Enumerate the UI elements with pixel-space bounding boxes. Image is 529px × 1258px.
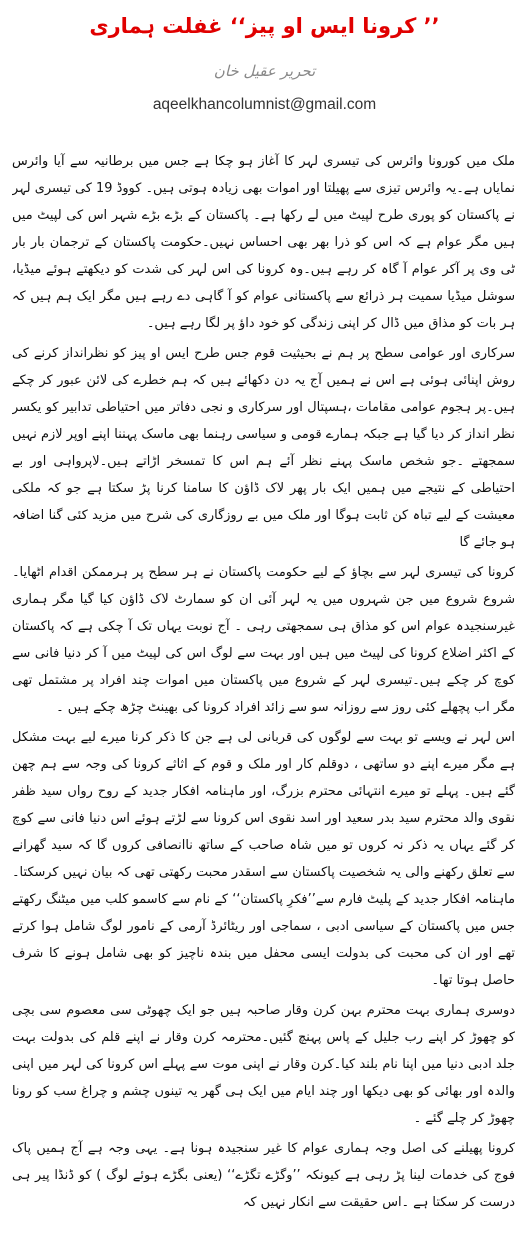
article-header — [0, 0, 529, 135]
article-body — [12, 148, 515, 1254]
author-email: aqeelkhancolumnist@gmail.com — [152, 96, 377, 113]
paragraph-2: سرکاری اور عوامی سطح پر ہم نے بحیثیت قوم جس طرح ایس او پیز کو نظرانداز کرنے کی روش اپنائی ہوئی ہے اس نے ہمیں آج یہ دن دکھائے ہیں کہ ہم خطرے کی لائن عبور کر چکے ہیں۔پر ہجوم عوامی مقامات ،ہسپتال اور سرکاری و نجی دفاتر میں احتیاطی تدابیر کو یکسر نظر انداز کر دیا گیا ہے جبکہ ہمارے قومی و سیاسی رہنما بھی ماسک پہننا اپنے اوپر لازم نہیں سمجھتے ۔جو شخص ماسک پہنے نظر آئے ہم اس کا تمسخر اڑاتے ہیں۔لاپرواہی اور بے احتیاطی کے نتیجے میں ہمیں ایک بار پھر لاک ڈاؤن کا سامنا کرنا پڑ سکتا ہے جو کہ ملکی معیشت کے لیے تباہ کن ثابت ہوگا اور ملک میں بے روزگاری کی شرح میں مزید کئی گنا اضافہ ہو جائے گا — [12, 346, 515, 550]
paragraph-3: کرونا کی تیسری لہر سے بچاؤ کے لیے حکومت پاکستان نے ہر سطح پر ہرممکن اقدام اٹھایا۔شروع شروع میں جن شہروں میں یہ لہر آئی ان کو سمارٹ لاک ڈاؤن کیا گیا مگر ہماری غیرسنجیدہ عوام اس کو مذاق ہی سمجھتی رہی ۔ آج نوبت یہاں تک آ چکی ہے کہ پاکستان کے اکثر اضلاع کرونا کی لپیٹ میں ہیں اور بہت سے لوگ اس کی لپیٹ میں آ کر دنیا فانی سے کوچ کر چکے ہیں۔تیسری لہر کے شروع میں پاکستان میں اموات چند افراد پر مشتمل تھی مگر اب پچھلے کئی روز سے روزانہ سو سے زائد افراد کرونا کی بھینٹ چڑھ چکے ہیں ۔ — [12, 565, 515, 715]
paragraph-6: کرونا پھیلنے کی اصل وجہ ہماری عوام کا غیر سنجیدہ ہونا ہے۔ یہی وجہ ہے آج ہمیں پاک فوج کی خدمات لینا پڑ رہی ہے کیونکہ ’’وگڑے تگڑے‘‘ (یعنی بگڑے ہوئے لوگ ) کو ڈنڈا پیر ہی درست کر سکتا ہے ۔اس حقیقت سے انکار نہیں کہ — [12, 1141, 515, 1210]
paragraph-5: دوسری ہماری بہت محترم بہن کرن وقار صاحبہ ہیں جو ایک چھوٹی سی معصوم سی بچی کو چھوڑ کر اپنے رب جلیل کے پاس پہنچ گئیں۔محترمہ کرن وقار نے اپنے قلم کی بدولت بہت جلد ادبی دنیا میں اپنا نام بلند کیا۔کرن وقار نے اپنی موت سے پہلے اس کرونا کی لہر میں اپنی والدہ اور بھائی کو بھی دیکھا اور چند ایام میں ایک ہی گھر یہ تینوں چشم و چراغ سب کو رونا چھوڑ کر چلے گئے ۔ — [12, 1003, 515, 1126]
author-byline: تحریر عقیل خان — [213, 62, 316, 80]
paragraph-4: اس لہر نے ویسے تو بہت سے لوگوں کی قربانی لی ہے جن کا ذکر کرنا میرے لیے بہت مشکل ہے مگر میرے اپنے دو ساتھی ، دوقلم کار اور ملک و قوم کے اثاثے کرونا کی وجہ سے ہم چھن گئے ہیں۔ پہلے تو میرے انتہائی محترم بزرگ، اور ماہنامہ افکار جدید کے روح رواں سید ظفر نقوی والد محترم سید بدر سعید اور اسد نقوی اس کرونا سے لڑتے ہوئے اس دنیا فانی سے کوچ کر گئے یہاں یہ ذکر نہ کروں تو میں شاہ صاحب کے ساتھ ناانصافی کروں گا کہ سید گھرانے سے تعلق رکھنے والی یہ شخصیت پاکستان سے اسقدر محبت رکھتی تھی کہ بیان نہیں کرسکتا۔ماہنامہ افکار جدید کے پلیٹ فارم سے’’فکرِ پاکستان‘‘ کے نام سے کاسمو کلب میں میٹنگ رکھتے جس میں پاکستان کے سیاسی ادبی ، سماجی اور ریٹائرڈ آرمی کے نامور لوگ شامل ہوا کرتے تھے اور ان کی محبت کی بدولت ایسی محفل میں بندہ ناچیز کو بھی شامل ہونے کا شرف حاصل ہوتا تھا۔ — [12, 730, 515, 988]
paragraph-1: ملک میں کورونا وائرس کی تیسری لہر کا آغاز ہو چکا ہے جس میں برطانیہ سے آیا وائرس نمایاں ہے۔یہ وائرس تیزی سے پھیلتا اور اموات بھی زیادہ ہوتی ہیں۔ کووڈ 19 کی تیسری لہر نے پاکستان کو پوری طرح لپیٹ میں لے رکھا ہے۔ پاکستان کے بڑے بڑے شہر اس کی لپیٹ میں ہیں مگر عوام ہے کہ اس کو ذرا بھر بھی احساس نہیں۔حکومت پاکستان کے ترجمان بار بار ٹی وی پر آکر عوام آ گاہ کر رہے ہیں۔وہ کرونا کی اس لہر کی شدت کو دیکھتے ہوئے میڈیا، سوشل میڈیا سمیت ہر ذرائع سے پاکستانی عوام کو آ گاہی دے رہے ہیں مگر ایک ہم ہیں کہ ہر بات کو مذاق میں ڈال کر اپنی زندگی کو خود داؤ پر لگا رہے ہیں۔ — [12, 154, 515, 331]
article-title: ’’ کرونا ایس او پیز‘‘ غفلت ہماری — [89, 14, 440, 38]
